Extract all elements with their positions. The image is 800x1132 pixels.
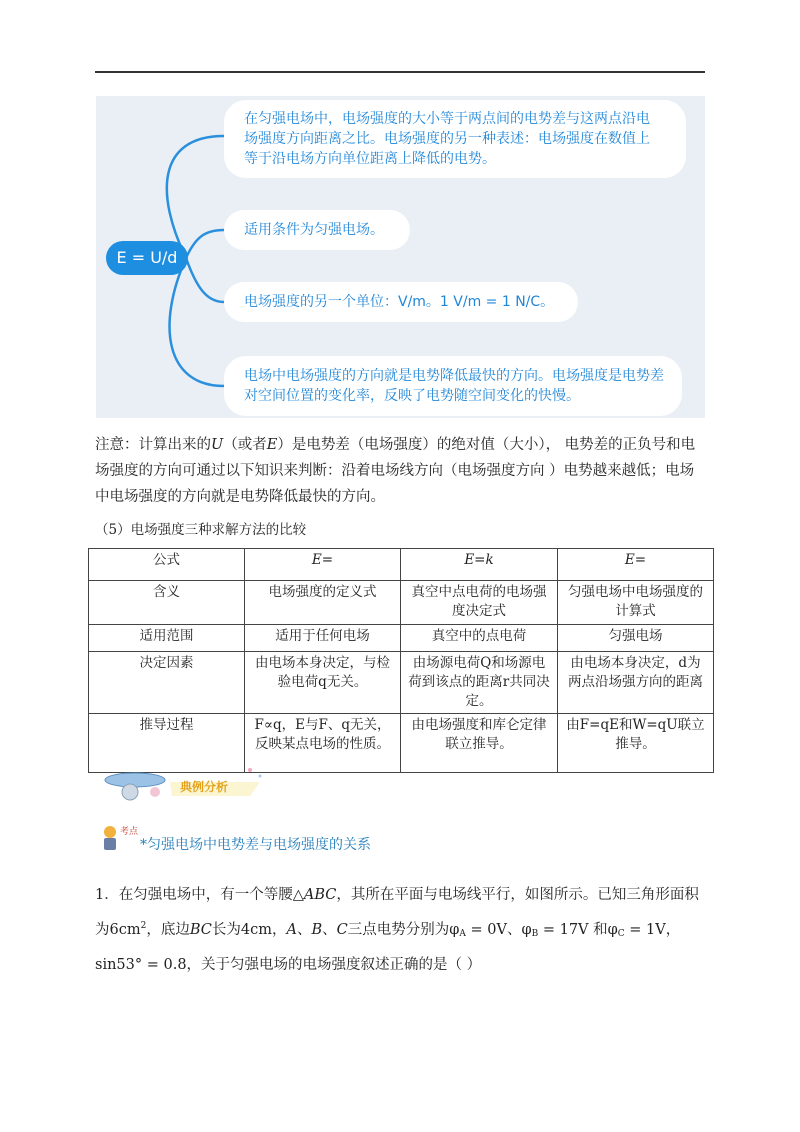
kaodian-label: 考点 <box>120 827 138 837</box>
table-cell: 适用范围 <box>89 625 245 652</box>
section-heading: （5）电场强度三种求解方法的比较 <box>95 522 307 538</box>
kaodian-badge-icon <box>98 818 138 858</box>
table-cell: 由电场强度和库仑定律联立推导。 <box>401 714 558 773</box>
mind-map-node-condition: 适用条件为匀强电场。 <box>224 210 410 250</box>
comparison-table <box>88 548 714 773</box>
kaodian-heading: *匀强电场中电势差与电场强度的关系 <box>140 837 371 853</box>
table-cell: 真空中点电荷的电场强度决定式 <box>401 581 558 625</box>
table-cell: 含义 <box>89 581 245 625</box>
mind-map-node-direction: 电场中电场强度的方向就是电势降低最快的方向。电场强度是电势差对空间位置的变化率，反映了电势随空间变化的快慢。 <box>224 356 682 416</box>
mind-map <box>96 96 705 418</box>
table-header-cell: E=k <box>401 549 558 581</box>
table-row <box>89 549 714 581</box>
table-header-cell: 公式 <box>89 549 245 581</box>
table-cell: 电场强度的定义式 <box>245 581 401 625</box>
table-row <box>89 652 714 714</box>
table-row <box>89 625 714 652</box>
table-row <box>89 581 714 625</box>
example-banner-label: 典例分析 <box>180 780 229 794</box>
table-cell: 决定因素 <box>89 652 245 714</box>
table-cell: 匀强电场 <box>558 625 714 652</box>
mind-map-center: E = U/d <box>106 241 188 275</box>
table-header-cell: E= <box>558 549 714 581</box>
table-cell: 由F=qE和W=qU联立推导。 <box>558 714 714 773</box>
mind-map-node-definition: 在匀强电场中，电场强度的大小等于两点间的电势差与这两点沿电场强度方向距离之比。电场强度的另一种表述：电场强度在数值上等于沿电场方向单位距离上降低的电势。 <box>224 100 686 178</box>
table-cell: 由电场本身决定，d为两点沿场强方向的距离 <box>558 652 714 714</box>
table-cell: 适用于任何电场 <box>245 625 401 652</box>
table-cell: 真空中的点电荷 <box>401 625 558 652</box>
header-rule <box>95 71 705 73</box>
note-paragraph: 注意：计算出来的U（或者E）是电势差（电场强度）的绝对值（大小）， 电势差的正负号和电场强度的方向可通过以下知识来判断：沿着电场线方向（电场强度方向 ）电势越来越低；电场中电场强度的方向就是电势降低最快的方向。 <box>95 437 696 505</box>
table-header-cell: E= <box>245 549 401 581</box>
table-cell: F∝q，E与F、q无关，反映某点电场的性质。 <box>245 714 401 773</box>
table-cell: 匀强电场中电场强度的计算式 <box>558 581 714 625</box>
table-cell: 由电场本身决定，与检验电荷q无关。 <box>245 652 401 714</box>
mind-map-node-unit: 电场强度的另一个单位：V/m。1 V/m = 1 N/C。 <box>224 282 578 322</box>
question-1: 1．在匀强电场中，有一个等腰△ABC，其所在平面与电场线平行，如图所示。已知三角形面积为$6cm^2$，底边BC长为4cm，A、B、C三点电势分别为$\varphi_A = 0V$、$\varphi_B = 17V$ 和$\varphi_C = 1V$，sin53° = 0.8，关于匀强电场的电场强度叙述正确的是（ ） <box>95 887 699 973</box>
table-cell: 推导过程 <box>89 714 245 773</box>
table-cell: 由场源电荷Q和场源电荷到该点的距离r共同决定。 <box>401 652 558 714</box>
